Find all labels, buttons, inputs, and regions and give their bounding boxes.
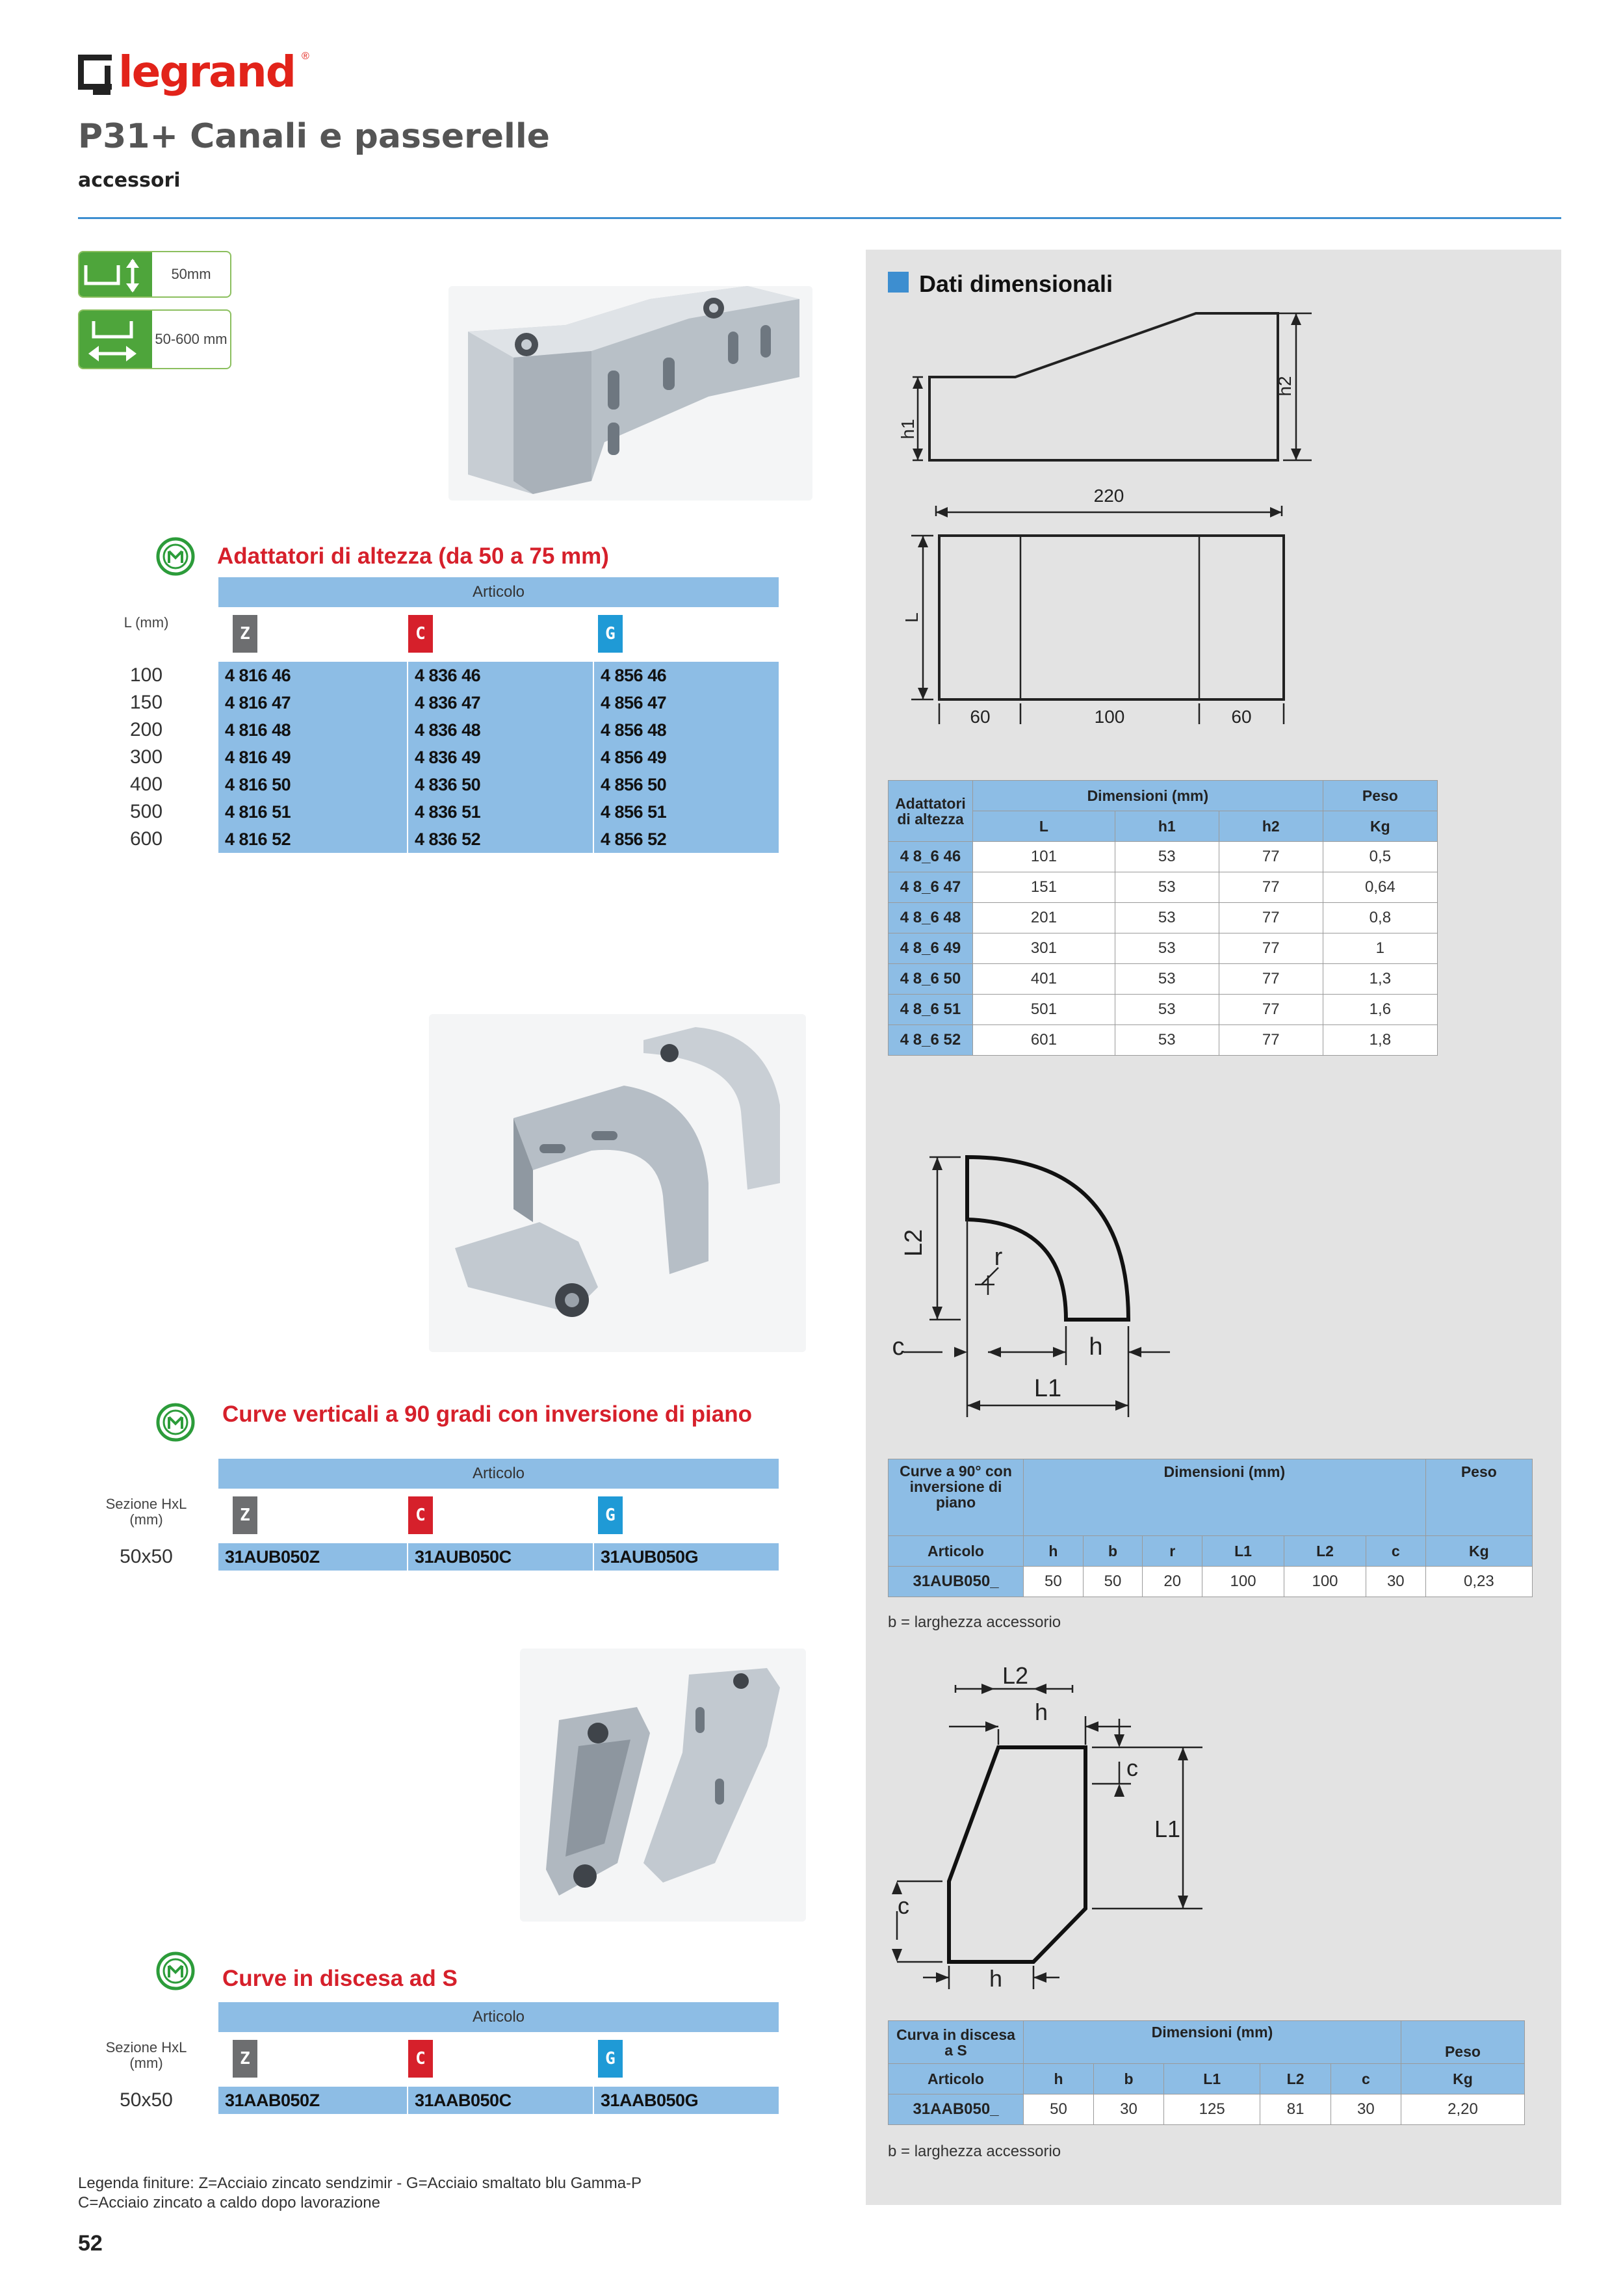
cell-l1: 100 xyxy=(1202,1567,1284,1597)
section-value: 50x50 xyxy=(120,1546,173,1567)
table-row xyxy=(889,1025,1438,1056)
panel-title: Dati dimensionali xyxy=(919,270,1113,297)
brand-wordmark: legrand xyxy=(118,47,295,97)
cell-l1: 125 xyxy=(1164,2094,1260,2125)
code-z: 4 816 47 xyxy=(225,693,291,712)
cell-c: 30 xyxy=(1331,2094,1401,2125)
registered-mark: ® xyxy=(301,51,309,62)
dimension-label: Sezione HxL (mm) xyxy=(105,1496,187,1528)
code-g: 4 856 49 xyxy=(593,744,779,771)
cell-article: 4 8_6 51 xyxy=(889,995,973,1025)
cell-kg: 1 xyxy=(1323,933,1437,964)
col-header: L1 xyxy=(1164,2064,1260,2094)
col-header: L1 xyxy=(1202,1536,1284,1567)
cell-h1: 53 xyxy=(1115,1025,1219,1056)
cell-l: 601 xyxy=(973,1025,1115,1056)
dim-l2-label: L2 xyxy=(900,1229,928,1257)
homologation-icon xyxy=(155,1402,196,1443)
cell-kg: 1,6 xyxy=(1323,995,1437,1025)
code-g: 4 856 48 xyxy=(593,716,779,744)
table-group-peso: Peso xyxy=(1323,781,1437,811)
legend-line: C=Acciaio zincato a caldo dopo lavorazione xyxy=(78,2194,380,2211)
code-g: 4 856 51 xyxy=(593,798,779,826)
cell-h2: 77 xyxy=(1219,933,1323,964)
table-row xyxy=(889,842,1438,872)
cell-l2: 100 xyxy=(1284,1567,1366,1597)
cell-kg: 1,3 xyxy=(1323,964,1437,995)
col-header: Kg xyxy=(1401,2064,1524,2094)
dim-h-label: h xyxy=(1089,1333,1103,1361)
finish-swatch-g: G xyxy=(598,2040,623,2078)
cell-l: 151 xyxy=(973,872,1115,903)
cell-h2: 77 xyxy=(1219,1025,1323,1056)
article-code-table xyxy=(218,662,779,853)
dim-l2-label: L2 xyxy=(1002,1664,1029,1689)
col-header: b xyxy=(1094,2064,1164,2094)
dimension-label: Sezione HxL (mm) xyxy=(105,2039,187,2071)
col-header: L2 xyxy=(1260,2064,1331,2094)
finish-swatch-g: G xyxy=(598,1496,623,1534)
vertical-curve-diagram xyxy=(877,1131,1215,1430)
cell-kg: 0,64 xyxy=(1323,872,1437,903)
dim-total-label: 220 xyxy=(1093,486,1124,506)
table-group-peso: Peso xyxy=(1401,2021,1524,2064)
col-header: b xyxy=(1083,1536,1143,1567)
cell-kg: 2,20 xyxy=(1401,2094,1524,2125)
code-c: 4 836 50 xyxy=(407,771,593,798)
cell-l2: 81 xyxy=(1260,2094,1331,2125)
width-badge xyxy=(78,309,231,369)
cell-h: 50 xyxy=(1024,1567,1084,1597)
code-z: 31AAB050Z xyxy=(225,2091,320,2110)
section-value: 50x50 xyxy=(120,2089,173,2111)
table-group-dim: Dimensioni (mm) xyxy=(1024,2021,1401,2064)
cell-kg: 0,5 xyxy=(1323,842,1437,872)
table-group-peso: Peso xyxy=(1425,1459,1532,1536)
cell-l: 501 xyxy=(973,995,1115,1025)
dim-h2-label: h2 xyxy=(1275,376,1295,397)
table-row xyxy=(889,964,1438,995)
dim-seg2-label: 100 xyxy=(1094,707,1125,724)
homologation-icon xyxy=(155,1950,196,1992)
finish-legend xyxy=(78,2174,642,2213)
cell-h2: 77 xyxy=(1219,842,1323,872)
height-adapter-dimensions-table xyxy=(888,780,1438,1056)
section-column xyxy=(104,2087,188,2114)
col-header: Kg xyxy=(1425,1536,1532,1567)
col-header: Kg xyxy=(1323,811,1437,842)
length-value: 600 xyxy=(129,828,163,850)
table-note: b = larghezza accessorio xyxy=(888,1613,1061,1631)
height-dimension-icon xyxy=(79,252,152,296)
dim-l-label: L xyxy=(902,612,922,623)
code-z: 4 816 52 xyxy=(225,829,291,849)
cell-kg: 1,8 xyxy=(1323,1025,1437,1056)
table-row-header: Adattatori di altezza xyxy=(889,781,973,842)
col-header: h2 xyxy=(1219,811,1323,842)
articolo-header: Articolo xyxy=(218,577,779,607)
code-c: 4 836 52 xyxy=(407,826,593,853)
cell-h2: 77 xyxy=(1219,872,1323,903)
cell-h: 50 xyxy=(1024,2094,1094,2125)
vertical-curve-photo xyxy=(429,1014,806,1352)
cell-article: 4 8_6 52 xyxy=(889,1025,973,1056)
dim-l1-label: L1 xyxy=(1154,1816,1181,1842)
articolo-header: Articolo xyxy=(218,1459,779,1489)
table-row xyxy=(889,933,1438,964)
cell-r: 20 xyxy=(1143,1567,1202,1597)
table-row xyxy=(889,2094,1525,2125)
cell-h2: 77 xyxy=(1219,995,1323,1025)
cell-b: 50 xyxy=(1083,1567,1143,1597)
cell-article: 31AAB050_ xyxy=(889,2094,1024,2125)
dim-l1-label: L1 xyxy=(1033,1375,1062,1402)
col-header: h1 xyxy=(1115,811,1219,842)
dim-h-bottom-label: h xyxy=(989,1965,1003,1989)
cell-article: 4 8_6 47 xyxy=(889,872,973,903)
page-subtitle: accessori xyxy=(78,169,181,192)
code-z: 4 816 48 xyxy=(225,720,291,740)
code-c: 4 836 48 xyxy=(407,716,593,744)
table-note: b = larghezza accessorio xyxy=(888,2143,1061,2160)
page-number: 52 xyxy=(78,2231,103,2256)
cell-h1: 53 xyxy=(1115,995,1219,1025)
cell-b: 30 xyxy=(1094,2094,1164,2125)
cell-article: 4 8_6 46 xyxy=(889,842,973,872)
s-curve-dimensions-table xyxy=(888,2020,1525,2125)
dim-c-right-label: c xyxy=(1126,1755,1138,1781)
col-header: L2 xyxy=(1284,1536,1366,1567)
cell-c: 30 xyxy=(1366,1567,1425,1597)
page-title: P31+ Canali e passerelle xyxy=(78,117,550,156)
code-c: 4 836 51 xyxy=(407,798,593,826)
col-header-articolo: Articolo xyxy=(889,1536,1024,1567)
vertical-curve-dimensions-table xyxy=(888,1459,1533,1597)
table-group-dim: Dimensioni (mm) xyxy=(973,781,1323,811)
table-row-header: Curve a 90° con inversione di piano xyxy=(889,1459,1024,1536)
finish-swatch-z: Z xyxy=(233,615,257,653)
cell-article: 4 8_6 50 xyxy=(889,964,973,995)
code-c: 4 836 49 xyxy=(407,744,593,771)
width-badge-text: 50-600 mm xyxy=(155,330,227,347)
dim-seg3-label: 60 xyxy=(1231,707,1252,724)
s-curve-diagram xyxy=(877,1664,1280,1989)
cell-l: 101 xyxy=(973,842,1115,872)
cell-h1: 53 xyxy=(1115,933,1219,964)
code-g: 4 856 50 xyxy=(593,771,779,798)
col-header: c xyxy=(1366,1536,1425,1567)
legend-line: Legenda finiture: Z=Acciaio zincato sendzimir - G=Acciaio smaltato blu Gamma-P xyxy=(78,2174,642,2192)
cell-h2: 77 xyxy=(1219,903,1323,933)
height-badge-text: 50mm xyxy=(171,265,211,282)
length-value: 500 xyxy=(129,801,163,822)
section-title-s-curves: Curve in discesa ad S xyxy=(222,1966,458,1991)
table-row-header: Curva in discesa a S xyxy=(889,2021,1024,2064)
cell-h1: 53 xyxy=(1115,964,1219,995)
finish-swatch-c: C xyxy=(408,615,433,653)
legrand-logo-icon xyxy=(78,55,112,90)
cell-article: 4 8_6 48 xyxy=(889,903,973,933)
section-column xyxy=(104,1543,188,1571)
section-title-height-adapters: Adattatori di altezza (da 50 a 75 mm) xyxy=(217,543,609,569)
col-header: c xyxy=(1331,2064,1401,2094)
homologation-icon xyxy=(155,536,196,577)
dim-r-label: r xyxy=(994,1244,1003,1271)
code-g: 31AUB050G xyxy=(593,1543,779,1571)
table-row xyxy=(889,872,1438,903)
cell-h1: 53 xyxy=(1115,842,1219,872)
code-z: 31AUB050Z xyxy=(225,1547,320,1567)
header-divider xyxy=(78,217,1561,219)
cell-l: 301 xyxy=(973,933,1115,964)
code-g: 4 856 52 xyxy=(593,826,779,853)
dim-c-label: c xyxy=(892,1333,905,1361)
col-header: h xyxy=(1024,2064,1094,2094)
code-g: 31AAB050G xyxy=(593,2087,779,2114)
articolo-header: Articolo xyxy=(218,2002,779,2032)
width-dimension-icon xyxy=(79,311,152,368)
finish-swatch-c: C xyxy=(408,2040,433,2078)
code-g: 4 856 47 xyxy=(593,689,779,716)
length-value: 200 xyxy=(129,719,163,740)
col-header: r xyxy=(1143,1536,1202,1567)
table-row xyxy=(889,995,1438,1025)
section-title-vertical-curves: Curve verticali a 90 gradi con inversione di piano xyxy=(222,1402,752,1427)
code-c: 4 836 46 xyxy=(407,662,593,689)
table-row xyxy=(889,1567,1533,1597)
code-c: 31AAB050C xyxy=(407,2087,593,2114)
cell-h1: 53 xyxy=(1115,872,1219,903)
code-z: 4 816 51 xyxy=(225,802,291,822)
dim-h-top-label: h xyxy=(1034,1699,1048,1725)
code-z: 4 816 49 xyxy=(225,748,291,767)
table-group-dim: Dimensioni (mm) xyxy=(1024,1459,1426,1536)
cell-kg: 0,23 xyxy=(1425,1567,1532,1597)
height-adapter-diagram xyxy=(877,302,1332,724)
length-value: 400 xyxy=(129,774,163,795)
col-header: h xyxy=(1024,1536,1084,1567)
article-code-table xyxy=(218,1543,779,1571)
article-code-table xyxy=(218,2087,779,2114)
cell-article: 31AUB050_ xyxy=(889,1567,1024,1597)
finish-swatch-z: Z xyxy=(233,2040,257,2078)
col-header-articolo: Articolo xyxy=(889,2064,1024,2094)
s-curve-photo xyxy=(520,1649,806,1922)
cell-l: 401 xyxy=(973,964,1115,995)
dim-c-left-label: c xyxy=(898,1892,909,1919)
finish-swatch-z: Z xyxy=(233,1496,257,1534)
length-value: 300 xyxy=(129,746,163,768)
cell-h1: 53 xyxy=(1115,903,1219,933)
cell-article: 4 8_6 49 xyxy=(889,933,973,964)
length-column xyxy=(117,662,175,853)
length-value: 100 xyxy=(129,664,163,686)
dim-seg1-label: 60 xyxy=(970,707,991,724)
height-badge xyxy=(78,251,231,298)
code-z: 4 816 50 xyxy=(225,775,291,794)
section-square-icon xyxy=(888,272,909,293)
finish-swatch-c: C xyxy=(408,1496,433,1534)
cell-kg: 0,8 xyxy=(1323,903,1437,933)
code-g: 4 856 46 xyxy=(593,662,779,689)
height-adapter-photo xyxy=(448,286,812,501)
cell-l: 201 xyxy=(973,903,1115,933)
code-c: 31AUB050C xyxy=(407,1543,593,1571)
table-row xyxy=(889,903,1438,933)
col-header: L xyxy=(973,811,1115,842)
brand-logo xyxy=(78,47,309,97)
code-z: 4 816 46 xyxy=(225,666,291,685)
dim-h1-label: h1 xyxy=(898,419,918,439)
cell-h2: 77 xyxy=(1219,964,1323,995)
length-value: 150 xyxy=(129,692,163,713)
finish-swatch-g: G xyxy=(598,615,623,653)
dimension-label: L (mm) xyxy=(123,614,169,631)
code-c: 4 836 47 xyxy=(407,689,593,716)
